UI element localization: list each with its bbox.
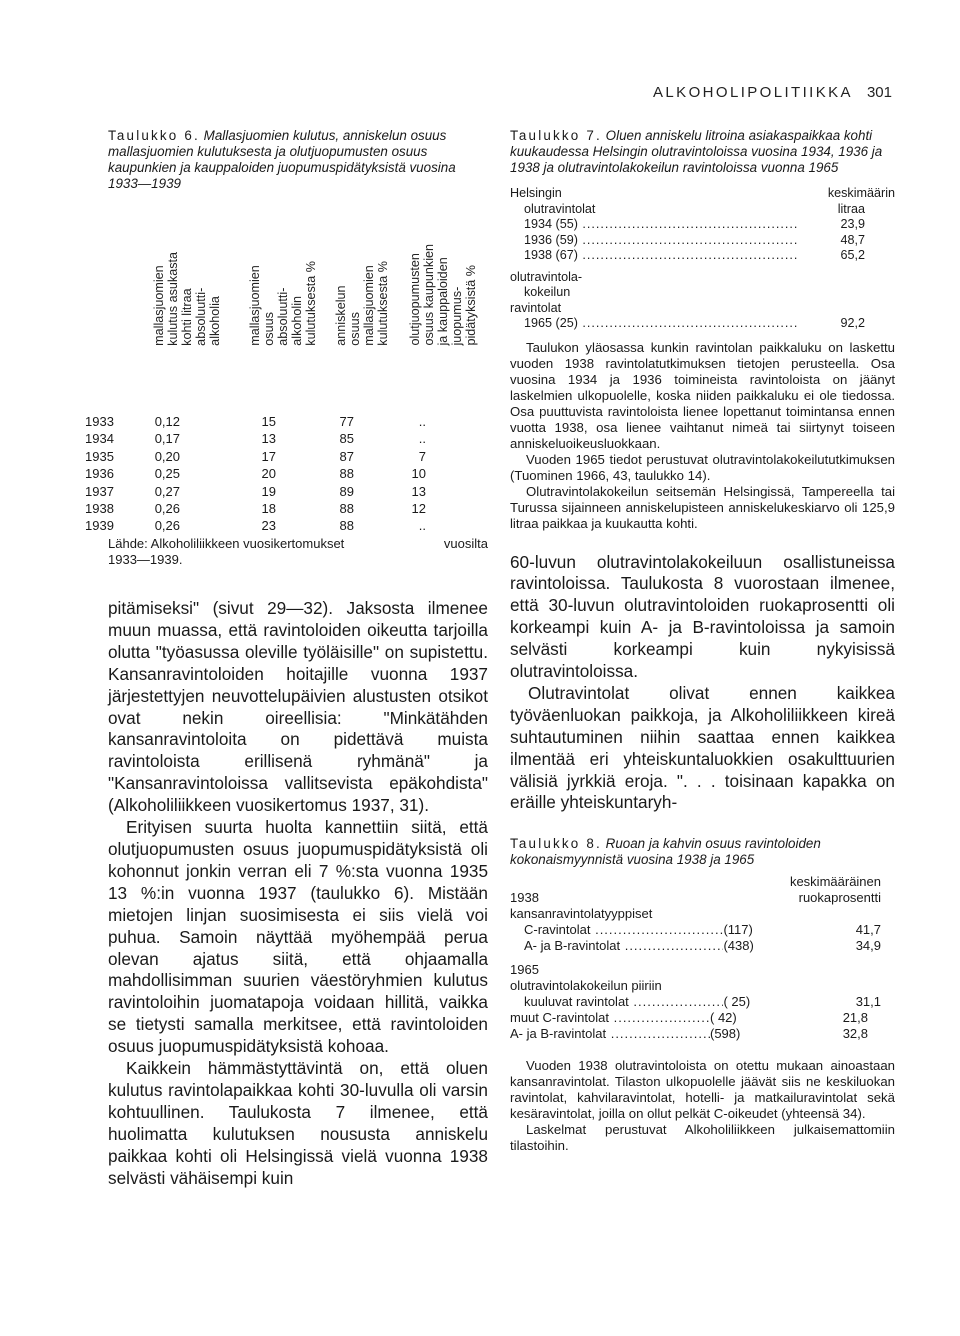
table7-row-label: 1965 (25) ..... — [524, 316, 799, 332]
table6-cell: 88 — [339, 501, 354, 516]
table6-label: Taulukko 6. — [108, 128, 200, 143]
table8-row — [510, 994, 895, 1010]
table6-cell: 88 — [339, 466, 354, 482]
table7-row-label: 1934 (55) ..... — [524, 217, 799, 233]
table6-source — [108, 536, 488, 568]
journal-title: ALKOHOLIPOLITIIKKA — [653, 84, 853, 101]
table7-group-helsinki: Helsingin — [510, 186, 562, 200]
left-body-text — [108, 598, 488, 1189]
table8-group-1: kansanravintolatyyppiset — [510, 906, 653, 922]
table6-cell: .. — [418, 431, 426, 447]
table6-year: 1937 — [85, 483, 114, 499]
table7-row-value: 92,2 — [840, 316, 865, 330]
table8-row-label: A- ja B-ravintolat ..... — [510, 938, 723, 954]
table6-year: 1934 — [85, 431, 114, 447]
table8-year-1938: 1938 — [510, 890, 539, 906]
table8-row — [510, 922, 895, 938]
table6-title: Mallasjuomien kulutus, anniskelun osuus mallasjuomien kulutuksesta ja olutjuopumusten osuus kaupunkien ja kauppaloiden juopumuspidätyksistä vuosina 1933—1939 — [108, 128, 456, 191]
table8-row-label: C-ravintolat ..... — [510, 922, 723, 938]
table6-cell: 0,26 — [154, 518, 180, 534]
table6-year: 1938 — [85, 501, 114, 516]
right-paragraph-2: Olutravintolat olivat ennen kaikkea työväenluokan paikkoja, ja Alkoholiliikkeen kireä suhtautuminen niihin saattaa ennen kaikkea ilmentää eri yhteiskuntaluokkien osakulttuurien välisiä jyrkkiä eroja. ". . . toisinaan kapakka on eräille yhteiskuntaryh- — [510, 682, 895, 813]
table7-row-value: 23,9 — [840, 217, 865, 231]
page-number: 301 — [866, 84, 892, 101]
table8-row-pct: 21,8 — [842, 1010, 868, 1026]
table8-caption — [510, 836, 895, 868]
table8-row-count: (598) — [710, 1026, 741, 1042]
table6-cell: 0,27 — [154, 483, 180, 499]
table8-row-pct: 32,8 — [842, 1026, 868, 1042]
right-paragraph-1: 60-luvun olutravintolakokeiluun osallistuneissa ravintoloissa. Taulukosta 8 vuorostaan ilmenee, että 30-luvun olutravintoloiden ruokaprosentti oli korkeampi kuin A- ja B-ravintoloissa ja samoin selvästi korkeampi kuin nykyisissä olutravintoloissa. — [510, 551, 895, 682]
table6-cell: 19 — [261, 483, 276, 499]
table8-col-head-1: keskimääräinen — [789, 874, 881, 890]
table6-source-text: Lähde: Alkoholiliikkeen vuosikertomukset — [108, 536, 345, 551]
table7-title: Oluen anniskelu litroina asiakaspaikkaa kohti kuukaudessa Helsingin olutravintoloissa vuosina 1934, 1936 ja 1938 ja olutravintolakokeilun ravintoloissa vuonna 1965 — [510, 128, 883, 175]
table7-group2-line2: kokeilun — [524, 285, 571, 299]
table8-note-2: Laskelmat perustuvat Alkoholiliikkeen julkaisemattomiin tilastoihin. — [510, 1122, 895, 1154]
table6 — [85, 204, 488, 536]
table8-row-label: muut C-ravintolat ..... — [510, 1010, 710, 1026]
table7-caption — [510, 128, 895, 176]
table7-row — [510, 217, 895, 233]
table6-year: 1936 — [85, 466, 114, 482]
left-paragraph-3: Kaikkein hämmästyttävintä on, että oluen kulutus ravintolapaikkaa kohti 30-luvulla oli varsin kohtuullinen. Taulukosta 7 ilmenee, että huolimatta kulutuksen noususta anniskelu paikkaa kohti oli Helsingissä vielä vuonna 1938 selvästi vähäisempi kuin — [108, 1058, 488, 1188]
table7 — [510, 186, 895, 332]
left-column — [85, 128, 488, 1189]
table7-row — [510, 316, 895, 332]
table6-cell: 77 — [339, 414, 354, 429]
table7-row-label: 1936 (59) ..... — [524, 233, 799, 249]
table8-row-count: ( 25) — [723, 994, 751, 1010]
table6-cell: 7 — [418, 448, 426, 464]
right-body-text — [510, 552, 895, 815]
table8-row-label: A- ja B-ravintolat ..... — [510, 1026, 710, 1042]
table6-cell: 12 — [411, 501, 426, 516]
table8-row-pct: 31,1 — [855, 994, 881, 1010]
table8-row-count: ( 42) — [710, 1010, 737, 1026]
table6-header-beer-arrests: olutjuopumusten osuus kaupunkien ja kauppaloiden juopumus- pidätyksistä % — [408, 244, 478, 346]
table7-notes — [510, 340, 895, 532]
table6-cell: 88 — [339, 518, 354, 534]
table6-cell: 20 — [261, 466, 276, 482]
table7-note-2: Vuoden 1965 tiedot perustuvat olutravintolakokeilututkimuksen (Tuominen 1966, 43, taulukko 14). — [510, 451, 895, 483]
table6-cell: 15 — [261, 414, 276, 429]
table6-cell: 0,26 — [154, 501, 180, 516]
table6-caption — [108, 128, 488, 192]
table7-row-value: 65,2 — [840, 248, 865, 262]
table6-source-text-end: vuosilta — [443, 536, 488, 551]
table7-note-1: Taulukon yläosassa kunkin ravintolan paikkaluku on laskettu vuoden 1938 ravintolatutkimuksen tietojen perusteella. Osa vuosina 1934 ja 1936 toimineista ravintoloista on jäänyt laskelmien ulkopuolelle, koska niiden paikkaluku ei ole tiedossa. Osa puuttuvista ravintoloista lienee lopettanut toimintansa ennen vuotta 1938, osa lienee vaihtanut nimeä tai siirtynyt toiseen anniskeluoikeusluokkaan. — [510, 339, 895, 451]
table8-row — [510, 1026, 895, 1042]
table6-header-malt-share: mallasjuomien osuus absoluutti- alkoholin kulutuksesta % — [248, 261, 318, 346]
table6-cell: .. — [418, 414, 426, 429]
table7-group-beer-restaurants: olutravintolat — [524, 201, 596, 216]
table8-notes — [510, 1058, 895, 1154]
table8-col-head-2: ruokaprosentti — [798, 890, 881, 906]
table8-note-1: Vuoden 1938 olutravintoloista on otettu mukaan ainoastaan kansanravintolat. Tilaston ulkopuolelle jäävät siis ne keskiluokan ravintolat, kahvilaravintolat, hotelli- ja matkailuravintolat sekä kesäravintolat, joilla on ollut pelkät C-oikeudet (yhteensä 34). — [510, 1058, 895, 1122]
table7-header-row-2 — [510, 202, 895, 218]
table7-group2-line3: ravintolat — [510, 300, 562, 315]
table8-row-pct: 41,7 — [855, 922, 881, 938]
table6-cell: 89 — [339, 483, 354, 499]
table7-col-head-litres: litraa — [837, 201, 865, 216]
table8-title: Ruoan ja kahvin osuus ravintoloiden kokonaismyynnistä vuosina 1938 ja 1965 — [510, 836, 821, 868]
table6-year: 1935 — [85, 448, 114, 464]
table6-cell: 18 — [261, 501, 276, 516]
table8-row-label: kuuluvat ravintolat ..... — [510, 994, 723, 1010]
table8-year-1965: 1965 — [510, 962, 539, 978]
table6-cell: 13 — [411, 483, 426, 499]
table6-cell: .. — [418, 518, 426, 534]
table6-cell: 10 — [411, 466, 426, 482]
table6-cell: 87 — [339, 448, 354, 464]
table8-group-2: olutravintolakokeilun piiriin — [510, 978, 662, 994]
left-paragraph-2: Erityisen suurta huolta kannettiin siitä, että olutjuopumusten osuus juopumuspidätyksistä oli kohonnut jonkin verran eli 7 %:sta vuonna 1935 13 %:in vuonna 1937 (taulukko 6). Mistään mietojen linjan suosimisesta ei siis vielä voi puhua. Samoin näyttää myöhempää perua olevan ajatus siitä, että ohjaamalla mahdollisimman suurien väestöryhmien kulutus ravintoloihin juomatapoja voidaan hillitä, vaikka se tietysti samalla merkitsee, että ravintoloiden osuus juopumuspidätyksistä kohoaa. — [108, 817, 488, 1057]
table7-group2-line1: olutravintola- — [510, 269, 583, 284]
table6-header-consumption: mallasjuomien kulutus asukasta kohti litraa absoluutti- alkoholia — [152, 252, 222, 346]
table6-cell: 0,17 — [154, 431, 180, 447]
table7-col-head-avg: keskimäärin — [827, 186, 895, 200]
table8-row-count: (117) — [723, 922, 753, 938]
table8-row-pct: 34,9 — [855, 938, 881, 954]
table8 — [510, 874, 895, 1042]
table8-label: Taulukko 8. — [510, 836, 602, 852]
table8-header-row — [510, 890, 895, 906]
left-paragraph-1: pitämiseksi" (sivut 29—32). Jaksosta ilmenee muun muassa, että ravintoloiden oikeutta tarjoilla olutta "työasussa oleville työläisille" on supistettu. Kansanravintoloiden hoitajille vuonna 1937 järjestettyjen neuvottelupäivien alustusten otsikot ovat nekin oireellisia: "Minkätähden kansanravintoloita on pidettävä muista ravintoloista erillisenä ryhmänä" ja "Kansanravintoloissa vallitsevista epäkohdista" (Alkoholiliikkeen vuosikertomus 1937, 31). — [108, 598, 488, 816]
table7-label: Taulukko 7. — [510, 128, 602, 143]
right-column — [510, 128, 895, 1154]
table6-cell: 13 — [261, 431, 276, 447]
table6-header-serving-share: anniskelun osuus mallasjuomien kulutuksesta % — [334, 261, 390, 346]
table6-year: 1939 — [85, 518, 114, 534]
table6-cell: 0,12 — [154, 414, 180, 429]
table6-cell: 0,25 — [154, 466, 180, 482]
table7-header-row-1 — [510, 186, 895, 202]
table6-cell: 23 — [261, 518, 276, 534]
table7-row-value: 48,7 — [840, 232, 865, 247]
table6-cell: 0,20 — [154, 448, 180, 464]
table7-row — [510, 233, 895, 249]
table8-row-count: (438) — [723, 938, 754, 954]
table6-source-years: 1933—1939. — [108, 552, 183, 567]
table8-row — [510, 938, 895, 954]
table7-row — [510, 248, 895, 264]
table6-year: 1933 — [85, 414, 114, 429]
table6-cell: 17 — [261, 448, 276, 464]
table6-cell: 85 — [339, 431, 354, 447]
table7-row-label: 1938 (67) ..... — [524, 248, 799, 264]
table7-note-3: Olutravintolakokeilun seitsemän Helsingissä, Tampereella tai Turussa sijainneen anniskelupisteen anniskelukeskiarvo oli 125,9 litraa paikkaa ja kuukautta kohti. — [510, 483, 895, 531]
table8-row — [510, 1010, 895, 1026]
running-header — [653, 84, 892, 101]
